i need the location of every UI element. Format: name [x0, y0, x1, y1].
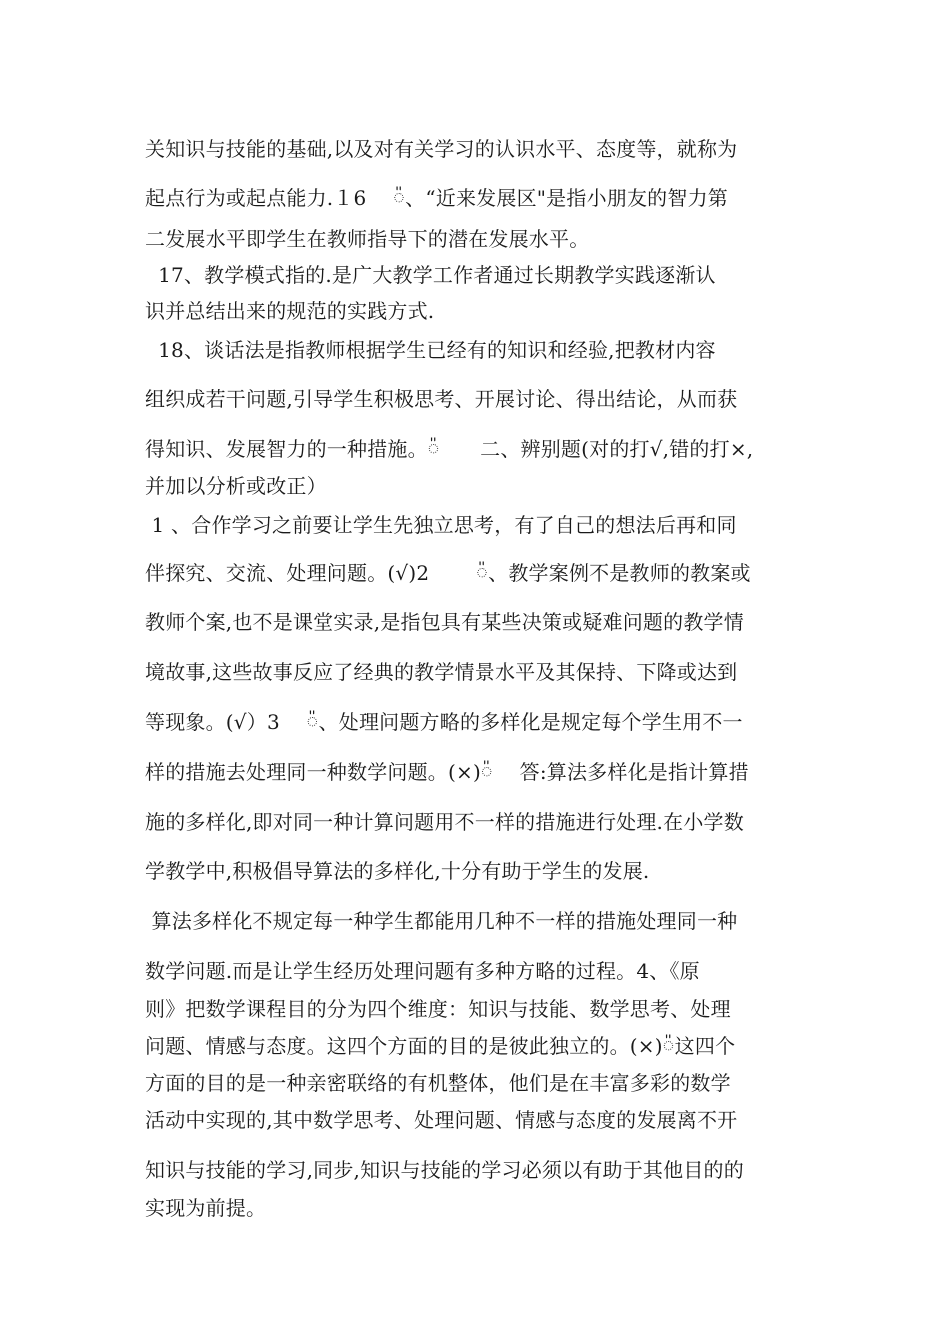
text-line: 关知识与技能的基础,以及对有关学习的认识水平、态度等，就称为 — [145, 137, 738, 161]
text-line: 问题、情感与态度。这四个方面的目的是彼此独立的。(×)៉这四个 — [145, 1034, 736, 1058]
text-line: 实现为前提。 — [145, 1196, 267, 1220]
text-line: 并加以分析或改正） — [145, 474, 327, 498]
text-line: 方面的目的是一种亲密联络的有机整体，他们是在丰富多彩的数学 — [145, 1071, 731, 1095]
text-line: 学教学中,积极倡导算法的多样化,十分有助于学生的发展. — [145, 859, 650, 883]
text-line: 则》把数学课程目的分为四个维度：知识与技能、数学思考、处理 — [145, 997, 731, 1021]
text-line: 得知识、发展智力的一种措施。៉ 二、辨别题(对的打√,错的打×, — [145, 437, 754, 461]
text-line: 二发展水平即学生在教师指导下的潜在发展水平。 — [145, 227, 590, 251]
text-line: 教师个案,也不是课堂实录,是指包具有某些决策或疑难问题的教学情 — [145, 610, 744, 634]
text-line: 境故事,这些故事反应了经典的教学情景水平及其保持、下降或达到 — [145, 660, 738, 684]
text-line: 起点行为或起点能力.１6 ៉、“近来发展区"是指小朋友的智力第 — [145, 186, 728, 210]
text-line: 等现象。(√）3 ៉、处理问题方略的多样化是规定每个学生用不一 — [145, 710, 743, 734]
text-line: 数学问题.而是让学生经历处理问题有多种方略的过程。4、《原 — [145, 959, 700, 983]
text-line: 18、谈话法是指教师根据学生已经有的知识和经验,把教材内容 — [145, 338, 716, 362]
text-line: 活动中实现的,其中数学思考、处理问题、情感与态度的发展离不开 — [145, 1108, 738, 1132]
text-line: 识并总结出来的规范的实践方式. — [145, 299, 435, 323]
text-line: 1 、合作学习之前要让学生先独立思考，有了自己的想法后再和同 — [145, 513, 737, 537]
text-line: 17、教学模式指的.是广大教学工作者通过长期教学实践逐渐认 — [145, 263, 716, 287]
text-line: 知识与技能的学习,同步,知识与技能的学习必须以有助于其他目的的 — [145, 1158, 744, 1182]
text-line: 算法多样化不规定每一种学生都能用几种不一样的措施处理同一种 — [145, 909, 738, 933]
text-line: 伴探究、交流、处理问题。(√)2 ៉、教学案例不是教师的教案或 — [145, 561, 751, 585]
text-line: 组织成若干问题,引导学生积极思考、开展讨论、得出结论，从而获 — [145, 387, 738, 411]
text-line: 施的多样化,即对同一种计算问题用不一样的措施进行处理.在小学数 — [145, 810, 744, 834]
text-line: 样的措施去处理同一种数学问题。(×)៉ 答:算法多样化是指计算措 — [145, 760, 749, 784]
